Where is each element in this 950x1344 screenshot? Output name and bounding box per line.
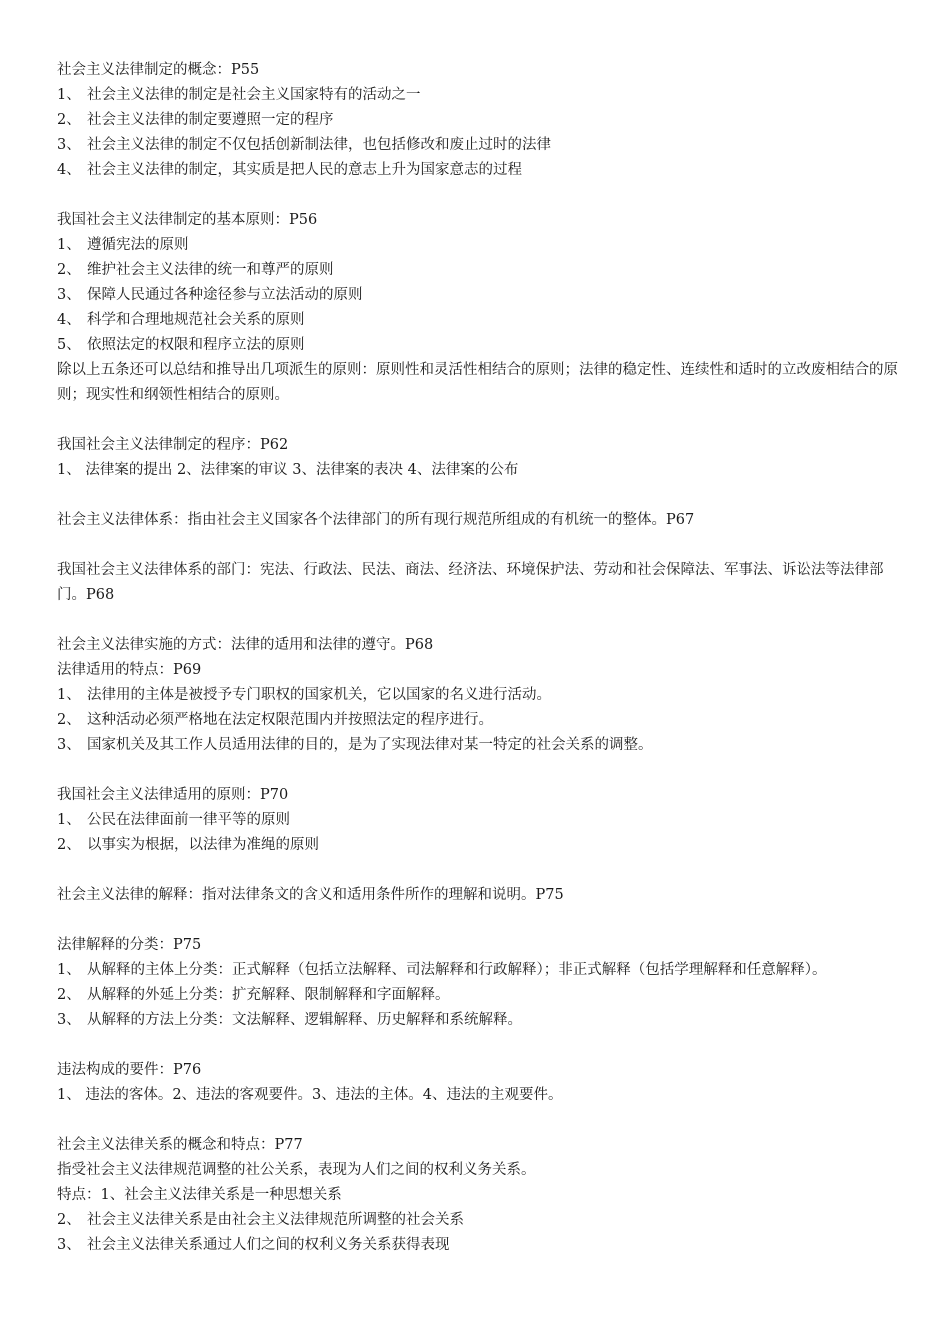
list-item (57, 833, 910, 858)
item-number: 3、 (57, 1237, 81, 1253)
item-text: 保障人民通过各种途径参与立法活动的原则 (87, 287, 363, 303)
item-text: 社会主义法律的制定要遵照一定的程序 (87, 112, 334, 128)
item-number: 2、 (57, 712, 81, 728)
spacer (57, 1033, 910, 1058)
item-number: 4、 (57, 162, 81, 178)
list-item (57, 1008, 910, 1033)
item-text: 科学和合理地规范社会关系的原则 (87, 312, 305, 328)
list-item (57, 108, 910, 133)
item-number: 1、 (57, 687, 81, 703)
item-number: 3、 (57, 1012, 81, 1028)
item-text: 社会主义法律的制定不仅包括创新制法律，也包括修改和废止过时的法律 (87, 137, 551, 153)
list-item (57, 283, 910, 308)
list-item (57, 233, 910, 258)
legal-system-definition: 社会主义法律体系：指由社会主义国家各个法律部门的所有现行规范所组成的有机统一的整体。P67 (57, 512, 695, 528)
derived-principles-note: 除以上五条还可以总结和推导出几项派生的原则：原则性和灵活性相结合的原则；法律的稳定性、连续性和适时的立改废相结合的原则；现实性和纲领性相结合的原则。 (57, 362, 898, 403)
heading-interpretation-classification: 法律解释的分类：P75 (57, 937, 202, 953)
heading-application-principles: 我国社会主义法律适用的原则：P70 (57, 787, 289, 803)
item-text: 法律用的主体是被授予专门职权的国家机关，它以国家的名义进行活动。 (87, 687, 551, 703)
spacer (57, 183, 910, 208)
spacer (57, 758, 910, 783)
list-item (57, 308, 910, 333)
list-item (57, 708, 910, 733)
list-item (57, 958, 910, 983)
item-text: 依照法定的权限和程序立法的原则 (87, 337, 305, 353)
item-number: 1、 (57, 87, 81, 103)
list-item (57, 1208, 910, 1233)
item-number: 3、 (57, 737, 81, 753)
heading-violation-elements: 违法构成的要件：P76 (57, 1062, 202, 1078)
spacer (57, 533, 910, 558)
spacer (57, 483, 910, 508)
item-number: 3、 (57, 137, 81, 153)
item-text: 从解释的主体上分类：正式解释（包括立法解释、司法解释和行政解释）；非正式解释（包括学理解释和任意解释）。 (87, 962, 827, 978)
legal-system-departments: 我国社会主义法律体系的部门：宪法、行政法、民法、商法、经济法、环境保护法、劳动和社会保障法、军事法、诉讼法等法律部门。P68 (57, 562, 884, 603)
item-number: 2、 (57, 987, 81, 1003)
list-item (57, 808, 910, 833)
item-text: 社会主义法律关系是由社会主义法律规范所调整的社会关系 (87, 1212, 464, 1228)
legal-interpretation-definition: 社会主义法律的解释：指对法律条文的含义和适用条件所作的理解和说明。P75 (57, 887, 564, 903)
list-item (57, 133, 910, 158)
spacer (57, 858, 910, 883)
list-item (57, 158, 910, 183)
violation-elements-list: 1、 违法的客体。2、违法的客观要件。3、违法的主体。4、违法的主观要件。 (57, 1087, 563, 1103)
list-item (57, 733, 910, 758)
list-item (57, 983, 910, 1008)
legal-relations-definition: 指受社会主义法律规范调整的社公关系，表现为人们之间的权利义务关系。 (57, 1162, 536, 1178)
list-item (57, 683, 910, 708)
item-number: 2、 (57, 1212, 81, 1228)
item-text: 遵循宪法的原则 (87, 237, 189, 253)
item-text: 以事实为根据，以法律为准绳的原则 (87, 837, 319, 853)
item-number: 5、 (57, 337, 81, 353)
spacer (57, 608, 910, 633)
item-number: 3、 (57, 287, 81, 303)
spacer (57, 1108, 910, 1133)
heading-law-implementation: 社会主义法律实施的方式：法律的适用和法律的遵守。P68 (57, 637, 434, 653)
heading-basic-principles: 我国社会主义法律制定的基本原则：P56 (57, 212, 318, 228)
item-number: 4、 (57, 312, 81, 328)
procedure-steps: 1、 法律案的提出 2、法律案的审议 3、法律案的表决 4、法律案的公布 (57, 462, 519, 478)
heading-law-making-concept: 社会主义法律制定的概念：P55 (57, 62, 260, 78)
list-item (57, 83, 910, 108)
item-text: 从解释的外延上分类：扩充解释、限制解释和字面解释。 (87, 987, 450, 1003)
item-text: 社会主义法律的制定，其实质是把人民的意志上升为国家意志的过程 (87, 162, 522, 178)
list-item (57, 258, 910, 283)
item-text: 从解释的方法上分类：文法解释、逻辑解释、历史解释和系统解释。 (87, 1012, 522, 1028)
item-text: 社会主义法律关系通过人们之间的权利义务关系获得表现 (87, 1237, 450, 1253)
spacer (57, 908, 910, 933)
item-text: 公民在法律面前一律平等的原则 (87, 812, 290, 828)
item-number: 1、 (57, 962, 81, 978)
heading-law-making-procedure: 我国社会主义法律制定的程序：P62 (57, 437, 289, 453)
item-text: 国家机关及其工作人员适用法律的目的，是为了实现法律对某一特定的社会关系的调整。 (87, 737, 653, 753)
item-text: 维护社会主义法律的统一和尊严的原则 (87, 262, 334, 278)
item-number: 2、 (57, 112, 81, 128)
subheading-application-features: 法律适用的特点：P69 (57, 662, 202, 678)
legal-relations-feature-1: 特点：1、社会主义法律关系是一种思想关系 (57, 1187, 342, 1203)
item-number: 1、 (57, 812, 81, 828)
item-number: 1、 (57, 237, 81, 253)
item-text: 社会主义法律的制定是社会主义国家特有的活动之一 (87, 87, 421, 103)
item-text: 这种活动必须严格地在法定权限范围内并按照法定的程序进行。 (87, 712, 493, 728)
item-number: 2、 (57, 262, 81, 278)
list-item (57, 333, 910, 358)
heading-legal-relations: 社会主义法律关系的概念和特点：P77 (57, 1137, 303, 1153)
item-number: 2、 (57, 837, 81, 853)
spacer (57, 408, 910, 433)
list-item (57, 1233, 910, 1258)
